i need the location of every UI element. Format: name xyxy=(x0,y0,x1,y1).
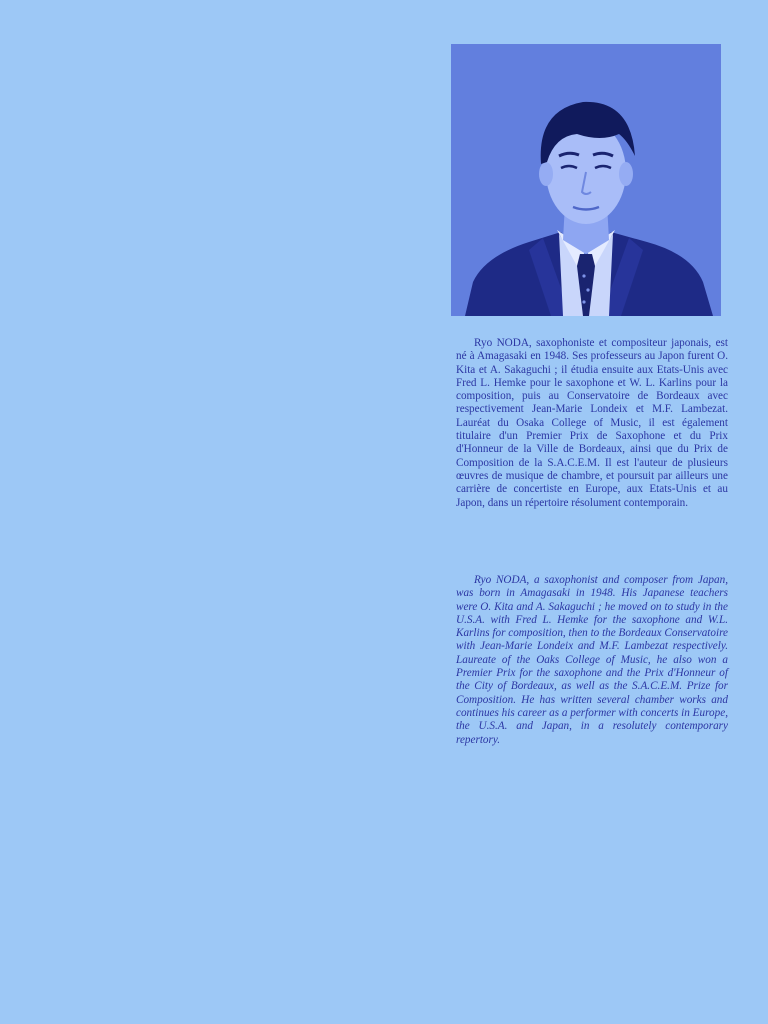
portrait-photo xyxy=(451,44,721,316)
biography-english xyxy=(456,574,728,747)
biography-french-paragraph: Ryo NODA, saxophoniste et compositeur japonais, est né à Amagasaki en 1948. Ses professeurs au Japon furent O. Kita et A. Sakaguchi ; il étudia ensuite aux Etats-Unis avec Fred L. Hemke pour le saxophone et W. L. Karlins pour la composition, puis au Conservatoire de Bordeaux avec respectivement Jean-Marie Londeix et M.F. Lambezat. Lauréat du Osaka College of Music, il est également titulaire d'un Premier Prix de Saxophone et du Prix d'Honneur de la Ville de Bordeaux, ainsi que du Prix de Composition de la S.A.C.E.M. Il est l'auteur de plusieurs œuvres de musique de chambre, et poursuit par ailleurs une carrière de concertiste en Europe, aux Etats-Unis et au Japon, dans un répertoire résolument contemporain. xyxy=(456,337,728,509)
portrait-illustration xyxy=(451,44,721,316)
biography-french xyxy=(456,337,728,510)
biography-english-paragraph: Ryo NODA, a saxophonist and composer from Japan, was born in Amagasaki in 1948. His Japanese teachers were O. Kita and A. Sakaguchi ; he moved on to study in the U.S.A. with Fred L. Hemke for the saxophone and W.L. Karlins for composition, then to the Bordeaux Conservatoire with Jean-Marie Londeix and M.F. Lambezat respectively. Laureate of the Oaks College of Music, he also won a Premier Prix for the saxophone and the Prix d'Honneur of the City of Bordeaux, as well as the S.A.C.E.M. Prize for Composition. He has written several chamber works and continues his career as a performer with concerts in Europe, the U.S.A. and Japan, in a resolutely contemporary repertory. xyxy=(456,574,729,746)
